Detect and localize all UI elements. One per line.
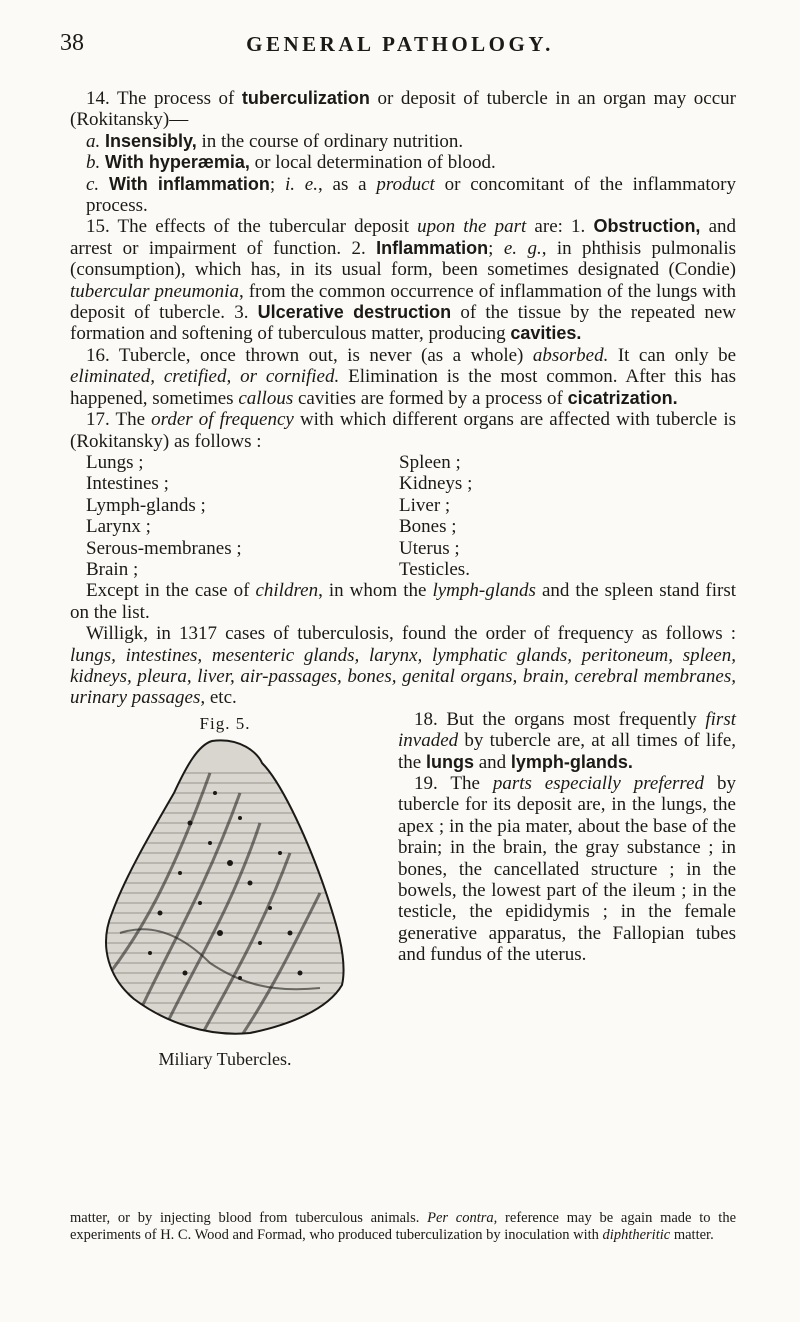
item-text: product — [376, 173, 435, 195]
figure-5 — [70, 713, 380, 1083]
item-text: or local determination of blood. — [249, 152, 496, 174]
p18-text: 18. But the organs most frequently — [414, 708, 706, 730]
p15-text: and arrest or impairment of function. 2. — [70, 216, 737, 259]
organ-item: Testicles. — [399, 558, 470, 580]
footnote-part: matter, or by injecting blood from tuberculous animals. — [70, 1210, 428, 1226]
paragraph-16 — [70, 345, 736, 409]
p15-text: tubercular pneumonia — [70, 280, 239, 302]
p15-text: ; — [488, 237, 504, 259]
body-text — [70, 88, 736, 1083]
organ-item: Bones ; — [399, 516, 457, 538]
organ-item: Serous-membranes ; — [86, 537, 242, 559]
p14-text: 14. The process of — [86, 88, 242, 109]
p15-text: upon the part — [417, 216, 527, 238]
p16-text: Elimination is the most common. After this has happened, sometimes — [70, 366, 737, 409]
p17-text: lymph-glands — [432, 580, 536, 602]
willigk-list: lungs, intestines, mesenteric glands, larynx, lymphatic glands, peritoneum, spleen, kidneys, pleura, liver, air-passages, bones, genital organs, brain, cerebral membranes, urinary passages, — [70, 644, 736, 709]
organ-item: Uterus ; — [399, 537, 460, 559]
footnote-part: matter. — [670, 1227, 714, 1243]
willigk-text: etc. — [205, 687, 237, 709]
figure-caption: Miliary Tubercles. — [158, 1048, 292, 1069]
item-a — [70, 131, 736, 152]
paragraph-15 — [70, 216, 736, 344]
item-c — [70, 174, 736, 217]
figure-label: Fig. 5. — [199, 713, 251, 733]
p14-text: or deposit of tubercle in an organ may occur (Rokitansky)— — [70, 88, 736, 131]
p16-text: cavities are formed by a process of — [293, 387, 568, 409]
item-text: or concomitant of the inflammatory process. — [86, 173, 737, 217]
paragraph-14 — [70, 88, 736, 131]
item-text: i. e. — [284, 173, 318, 195]
item-text: , as a — [317, 173, 377, 195]
p15-text: e. g. — [503, 237, 542, 259]
organ-item: Liver ; — [399, 494, 451, 516]
term-obstruction: Obstruction, — [593, 216, 701, 237]
term-inflammation: Inflammation — [376, 237, 489, 258]
p16-text: 16. Tubercle, once thrown out, is never (as a whole) — [86, 344, 533, 366]
p17-text: children — [255, 580, 319, 602]
willigk-text: Willigk, in 1317 cases of tuberculosis, found the order of frequency as follows : — [86, 623, 736, 645]
term-tuberculization: tuberculization — [241, 88, 370, 108]
p17-text: and the spleen stand first on the list. — [70, 580, 736, 623]
p16-text: eliminated, cretified, or cornified. — [70, 366, 340, 388]
organ-item: Brain ; — [86, 558, 139, 580]
p19-text: 19. The — [414, 773, 493, 794]
p15-text: are: 1. — [526, 216, 594, 238]
children-note — [70, 580, 736, 623]
p16-text: absorbed. — [532, 344, 609, 366]
p17-text: , in whom the — [318, 580, 433, 602]
organ-item: Lymph-glands ; — [86, 494, 206, 516]
footnote — [70, 1210, 736, 1244]
organ-item: Spleen ; — [399, 451, 461, 473]
miliary-tubercles-engraving — [90, 733, 360, 1043]
organ-item: Larynx ; — [86, 516, 151, 538]
p15-text: of the tissue by the repeated new formation and softening of tuberculous matter, producing — [70, 302, 736, 345]
term-hyperaemia: With hyperæmia, — [105, 152, 250, 173]
footnote-part: reference may be again made to the experiments of H. C. Wood and Formad, who produced tuberculization by inoculation with — [70, 1210, 737, 1243]
term-ulcerative-destruction: Ulcerative destruction — [257, 302, 452, 323]
running-title: GENERAL PATHOLOGY. — [246, 32, 554, 56]
item-b — [70, 152, 736, 173]
p17-text: with which different organs are affected with tubercle is (Rokitansky) as follows : — [70, 409, 736, 452]
item-text: in the course of ordinary nutrition. — [196, 130, 464, 152]
item-label: b. — [86, 152, 105, 174]
p16-text: It can only be — [608, 344, 736, 366]
item-text: ; — [269, 173, 285, 195]
organ-list — [70, 452, 736, 580]
term-cavities: cavities. — [510, 323, 582, 344]
p19-text: by tubercle for its deposit are, in the lungs, the apex ; in the pia mater, about the base of the brain; in the brain, the gray substance ; in bones, the cancellated structure ; in the bowels, the lowest part of the ileum ; in the testicle, the epididymis ; in the female generative apparatus, the Fallopian tubes and fundus of the uterus. — [398, 773, 736, 966]
p17-text: order of frequency — [151, 409, 294, 431]
page-number: 38 — [60, 30, 84, 56]
p17-text: Except in the case of — [86, 580, 256, 602]
p15-text: , from the common occurrence of inflammation of the lungs with deposit of tubercle. 3. — [70, 280, 737, 324]
term-cicatrization: cicatrization. — [567, 387, 678, 408]
p19-text: parts especially preferred — [492, 773, 705, 794]
organ-item: Kidneys ; — [399, 473, 473, 495]
p18-text: and — [473, 751, 511, 773]
organ-item: Intestines ; — [86, 473, 169, 495]
paragraph-17 — [70, 409, 736, 452]
item-label: c. — [86, 173, 109, 195]
p17-text: 17. The — [86, 409, 152, 431]
term-inflammation: With inflammation — [108, 173, 270, 194]
footnote-text — [70, 1210, 736, 1244]
p16-text: callous — [238, 387, 294, 409]
term-lungs: lungs — [425, 751, 474, 772]
p18-text: by tubercle are, at all times of life, the — [398, 730, 736, 773]
footnote-part: diphtheritic — [602, 1227, 671, 1243]
p15-text: , in phthisis pulmonalis (consumption), which has, in its usual form, been sometimes designated (Condie) — [70, 237, 736, 281]
willigk-paragraph — [70, 623, 736, 709]
item-label: a. — [86, 130, 105, 152]
term-lymph-glands: lymph-glands. — [510, 751, 633, 772]
p15-text: 15. The effects of the tubercular deposit — [86, 216, 418, 238]
p18-text: first invaded — [398, 708, 736, 752]
organ-item: Lungs ; — [86, 451, 144, 473]
footnote-part: Per contra, — [427, 1210, 498, 1226]
term-insensibly: Insensibly, — [105, 130, 197, 151]
running-header — [60, 30, 740, 60]
